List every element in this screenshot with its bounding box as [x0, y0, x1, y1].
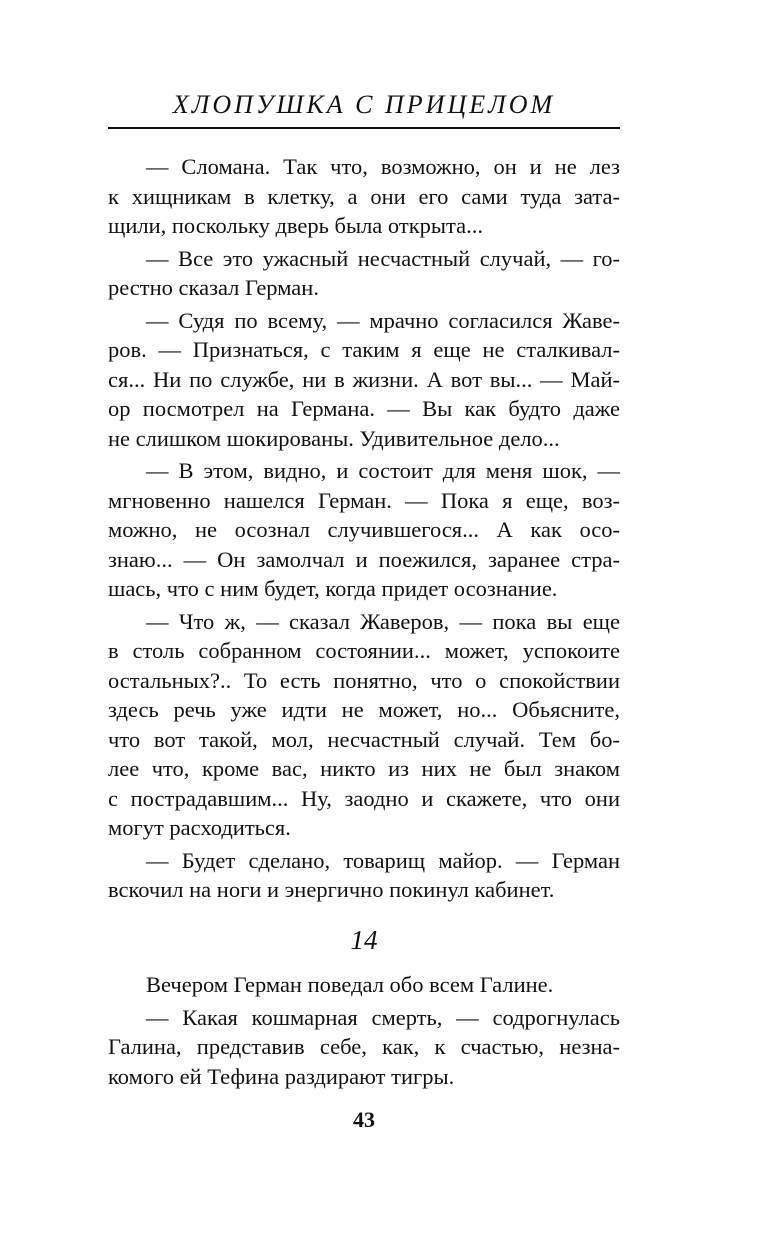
- text-line: комого ей Тефина раздирают тигры.: [108, 1063, 455, 1089]
- text-line: остальных?.. То есть понятно, что о спокойствии: [108, 667, 620, 693]
- running-head: ХЛОПУШКА С ПРИЦЕЛОМ: [172, 90, 556, 119]
- text-line: — Какая кошмарная смерть, — содрогнулась: [146, 1004, 620, 1030]
- body-text-top: [108, 152, 620, 905]
- text-line: шась, что с ним будет, когда придет осознание.: [108, 576, 558, 601]
- text-line: Вечером Герман поведал обо всем Галине.: [146, 972, 554, 997]
- paragraph: [108, 456, 620, 604]
- text-line: в столь собранном состоянии... может, успокоите: [108, 638, 620, 663]
- text-line: ор посмотрел на Германа. — Вы как будто даже: [108, 396, 620, 421]
- text-line: с пострадавшим... Ну, заодно и скажете, что они: [108, 785, 620, 811]
- chapter-number: 14: [350, 925, 378, 955]
- text-line: к хищникам в клетку, а они его сами туда зата-: [108, 183, 620, 209]
- text-line: знаю... — Он замолчал и поежился, заранее стра-: [108, 546, 620, 572]
- text-line: щили, поскольку дверь была открыта...: [108, 213, 483, 238]
- paragraph: [108, 970, 620, 1000]
- text-line: мгновенно нашелся Герман. — Пока я еще, воз-: [108, 487, 620, 513]
- text-line: ров. — Признаться, с таким я еще не сталкивал-: [108, 337, 620, 362]
- text-line: — В этом, видно, и состоит для меня шок, —: [146, 458, 620, 483]
- paragraph: [108, 1003, 620, 1092]
- text-line: вскочил на ноги и энергично покинул кабинет.: [108, 877, 555, 902]
- text-line: — Все это ужасный несчастный случай, — го-: [146, 245, 620, 271]
- text-line: — Что ж, — сказал Жаверов, — пока вы еще: [146, 608, 620, 634]
- paragraph: [108, 607, 620, 843]
- text-line: ся... Ни по службе, ни в жизни. А вот вы... — Май-: [108, 366, 620, 392]
- text-line: Галина, представив себе, как, к счастью, незна-: [108, 1034, 620, 1059]
- paragraph: [108, 306, 620, 454]
- text-line: здесь речь уже идти не может, но... Обьясните,: [108, 697, 620, 722]
- text-line: рестно сказал Герман.: [108, 275, 319, 300]
- paragraph: [108, 244, 620, 303]
- text-line: можно, не осознал случившегося... А как осо-: [108, 517, 620, 542]
- text-line: — Будет сделано, товарищ майор. — Герман: [146, 847, 620, 873]
- text-line: — Судя по всему, — мрачно согласился Жаве-: [146, 307, 620, 333]
- header-rule: [108, 127, 620, 129]
- text-line: лее что, кроме вас, никто из них не был знаком: [108, 756, 620, 781]
- paragraph: [108, 152, 620, 241]
- text-line: могут расходиться.: [108, 815, 291, 840]
- text-line: — Сломана. Так что, возможно, он и не лез: [146, 154, 620, 179]
- body-text-bottom: [108, 970, 620, 1091]
- page-number: 43: [353, 1107, 375, 1132]
- text-line: что вот такой, мол, несчастный случай. Тем бо-: [108, 726, 620, 752]
- paragraph: [108, 846, 620, 905]
- text-line: не слишком шокированы. Удивительное дело...: [108, 425, 560, 451]
